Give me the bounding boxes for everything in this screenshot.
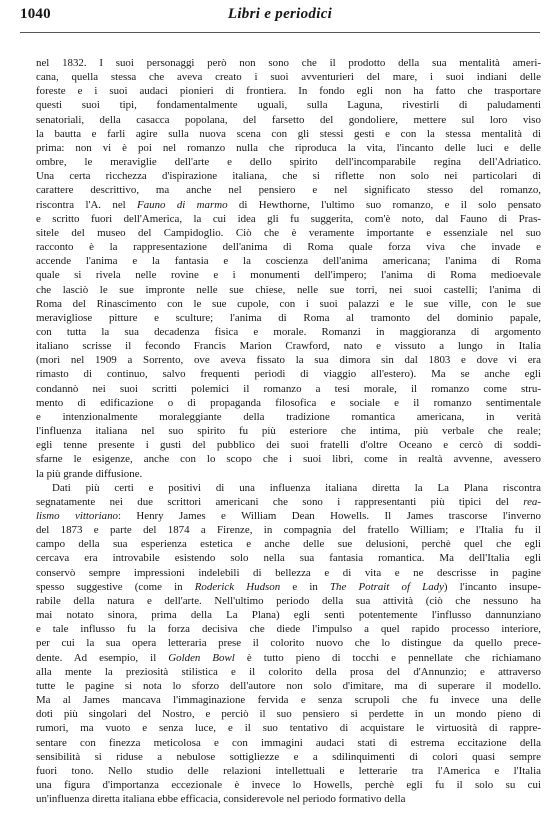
text-line [36, 665, 541, 679]
text-span: meravigliose pitture e sculture; l'anima di Roma al tramonto del dominio papale, [36, 311, 541, 324]
header-rule [20, 32, 540, 33]
text-span: e scritto fuori dell'America, la cui idea gli fu suggerita, com'è noto, dal Fauno di Pras- [36, 212, 541, 225]
text-span: alla mente la preziosità stilistica e il colorito della prosa del d'Annunzio; e attraverso [36, 665, 541, 678]
text-span: racconto è la rappresentazione dell'anima di Roma quale forza viva che invade e [36, 241, 541, 254]
italic-title-span: The Potrait of Lady [329, 580, 444, 593]
text-line [36, 283, 541, 297]
italic-title-span: rea- [523, 495, 541, 508]
text-span: dente. Ad esempio, il [36, 651, 169, 664]
text-span: rumori, ma vuoto e senza luce, e il suo tentativo di acquistare le virtuosità di rappre- [36, 722, 541, 735]
text-span: e intenzionalmente moraleggiante della tradizione romantica americana, in verità [36, 410, 541, 423]
running-header [20, 4, 540, 30]
text-line [36, 212, 541, 226]
text-line [36, 764, 541, 778]
text-line [36, 169, 541, 183]
text-span: è tutto pieno di tocchi e pennellate che richiamano [234, 651, 541, 664]
text-span: Ma al James mancava l'immaginazione fervida e senza scrupoli che fu invece una delle [36, 694, 541, 707]
text-line [36, 141, 541, 155]
text-line [36, 778, 541, 792]
text-line [36, 580, 541, 594]
text-span: spesso suggestive (come in [36, 580, 195, 593]
text-span: rimasto di continuo, salvo frequenti periodi di viaggio all'estero). Ma se anche egli [36, 368, 541, 381]
text-span: campo della sua esperienza estetica e anche delle sue delusioni, perchè quel che egli [36, 538, 541, 551]
text-span: e tale influsso fu la forza decisiva che diede l'impulso a quel rapido processo interiore, [36, 623, 541, 636]
text-span: Dati più certi e positivi di una influenza italiana diretta la La Plana riscontra [52, 481, 541, 494]
text-span: nel 1832. I suoi personaggi però non sono che il prodotto della sua mentalità ameri- [36, 57, 541, 69]
text-line [36, 566, 541, 580]
text-span: sfarne le esigenze, anche con lo scopo che i suoi libri, come in realtà avvenne, avessero [36, 453, 541, 466]
text-span: per cui la sua opera letteraria prese il colorito nuovo che lo distingue da quello prece- [36, 637, 541, 650]
italic-title-span: lismo vittoriano [36, 510, 118, 522]
text-span: senatoriali, della casacca popolana, del farsetto del gondoliere, mettere sul loro viso [36, 113, 541, 126]
text-span: carattere descrittivo, ma anche nel pensiero e nel significato stesso del romanzo, [36, 184, 541, 197]
text-span: con tutta la sua decadenza fisica e morale. Romanzi in maggioranza di argomento [36, 325, 541, 338]
text-line [36, 792, 541, 806]
italic-title-span: Fauno di marmo [137, 198, 228, 211]
text-span: che lasciò le sue impronte nelle sue chiese, nelle sue torri, nei suoi castelli; l'anima di [36, 283, 541, 296]
text-line [36, 155, 541, 169]
text-span: Roma del Rinascimento con le sue cupole, con i suoi palazzi e le sue ville, con le sue [36, 297, 541, 310]
text-line [36, 325, 541, 339]
page-number: 1040 [20, 6, 51, 22]
text-span: mai notato sinora, prima della La Plana) egli sentì potentemente l'influsso dannunziano [36, 609, 541, 622]
text-span: prima: non vi è poi nel romanzo nulla che riproduca la vita, l'incanto delle luci e delle [36, 141, 541, 154]
text-line [36, 183, 541, 197]
text-span: accende l'anima e la fantasia e la coscienza dell'anima americana; l'anima di Roma [36, 255, 541, 268]
text-span: egli tenne presente i gusti del pubblico dei suoi fratelli d'oltre Oceano e cercò di soddi- [36, 439, 541, 452]
text-span: Una certa ricchezza d'ispirazione italiana, che si riflette non solo nei particolari di [36, 170, 541, 183]
text-span: la bautta e farli agire sulla nuova scena con gli stessi gesti e con la stessa mentalità di [36, 127, 541, 140]
italic-title-span: Golden Bowl [168, 651, 235, 664]
text-line [36, 636, 541, 650]
text-span: italiano scrisse il fecondo Francis Marion Crawford, nato e vissuto a lungo in Italia [36, 340, 541, 353]
body-text [36, 56, 541, 806]
text-span: mento di edificazione o di propaganda filosofica e sociale e il romanzo sentimentale [36, 396, 541, 409]
text-span: ) l'incanto insupe- [443, 580, 541, 593]
text-line [36, 226, 541, 240]
text-line [36, 254, 541, 268]
text-span: del 1873 e parte del 1874 a Firenze, in compagnia del fratello William; e l'Italia fu il [36, 524, 541, 537]
text-span: fuori tono. Nello studio delle relazioni intellettuali e letterarie tra l'America e l'Italia [36, 764, 541, 777]
paragraph [36, 56, 541, 481]
text-line [36, 353, 541, 367]
text-line [36, 679, 541, 693]
text-span: riscontra l'A. nel [36, 198, 138, 211]
text-span: di Hewthorne, l'ultimo suo romanzo, e il solo pensato [227, 198, 541, 211]
text-line [36, 736, 541, 750]
text-line [36, 70, 541, 84]
text-span: la più grande diffusione. [36, 467, 143, 480]
text-span: foreste e i suoi audaci pionieri di frontiera. In fondo egli non ha fatto che trasportare [36, 85, 541, 98]
text-line [36, 467, 541, 481]
text-line [36, 509, 541, 523]
text-line [36, 721, 541, 735]
text-line [36, 424, 541, 438]
text-span: conservò sempre impressioni indelebili di bellezza e di vita e ne descrisse in pagine [36, 566, 541, 579]
text-line [36, 410, 541, 424]
text-span: sentare con finezza meticolosa e con immagini audaci stati di estrema eccitazione della [36, 736, 541, 749]
text-line [36, 56, 541, 70]
text-line [36, 651, 541, 665]
text-line [36, 311, 541, 325]
text-span: e in [280, 580, 330, 593]
text-line [36, 523, 541, 537]
text-line [36, 551, 541, 565]
running-title: Libri e periodici [227, 6, 333, 22]
text-span: sensibilità si riduse a nebulose sottigliezze e a sdilinquimenti di colori quasi sempre [36, 750, 541, 763]
text-line [36, 113, 541, 127]
text-line [36, 339, 541, 353]
text-span: rabile della natura e dell'arte. Nell'ultimo periodo della sua attività (ciò che nessuno ha [36, 594, 541, 607]
text-span: tutte le pagine si nota lo sforzo dell'autore non solo d'imitare, ma di superare il modello. [36, 679, 541, 692]
text-span: sitele del museo del Campidoglio. Ciò che è veramente importante e essenziale nel suo [36, 226, 541, 239]
text-span: cercava era introvabile esistendo solo nella sua fantasia romantica. Ma dell'Italia egli [36, 552, 541, 565]
text-line [36, 622, 541, 636]
text-line [36, 495, 541, 509]
text-span: un'influenza diretta italiana ebbe efficacia, considerevole nel periodo formativo della [36, 793, 406, 806]
text-span: cana, quella stessa che aveva creato i suoi avventurieri del mare, i suoi indiani delle [36, 71, 541, 84]
text-line [36, 750, 541, 764]
text-line [36, 707, 541, 721]
text-span: condannò nei suoi scritti polemici il romanzo a tesi morale, il romanzo come stru- [36, 382, 541, 395]
text-span: questi suoi tipi, fondamentalmente uguali, sulla Laguna, rivestirli di paludamenti [36, 99, 541, 112]
text-line [36, 198, 541, 212]
text-line [36, 297, 541, 311]
text-span: quale si rivela nelle rovine e i monumenti dell'impero; l'anima di Roma medioevale [36, 269, 541, 282]
text-span: l'influenza italiana nel suo spirito fu più esteriore che intima, più verbale che reale; [36, 425, 541, 438]
text-line [36, 367, 541, 381]
text-line [36, 240, 541, 254]
text-span: una figura d'importanza eccezionale è invece lo Howells, perchè egli fu il solo su cui [36, 778, 541, 791]
text-span: doti più singolari del Nostro, e perciò il suo pensiero si perdette in un mondo pieno di [36, 708, 541, 721]
text-line [36, 382, 541, 396]
text-line [36, 608, 541, 622]
text-line [36, 84, 541, 98]
text-line [36, 594, 541, 608]
text-line [36, 98, 541, 112]
text-line [36, 537, 541, 551]
text-line [36, 268, 541, 282]
text-line [36, 481, 541, 495]
text-span: ombre, le meraviglie dell'arte e dello spirito dell'incomparabile regina dell'Adriatico. [36, 156, 541, 169]
text-line [36, 396, 541, 410]
text-span: segnatamente nei due scrittori americani che sono i rappresentanti più tipici del [36, 495, 524, 508]
text-line [36, 438, 541, 452]
text-span: (morì nel 1909 a Sorrento, ove aveva fissato la sua dimora sin dal 1803 e dove vi era [36, 354, 541, 367]
text-line [36, 127, 541, 141]
text-span: : Henry James e William Dean Howells. Il James trascorse l'inverno [117, 510, 541, 522]
text-line [36, 693, 541, 707]
text-line [36, 452, 541, 466]
paragraph [36, 481, 541, 807]
italic-title-span: Roderick Hudson [194, 580, 281, 593]
